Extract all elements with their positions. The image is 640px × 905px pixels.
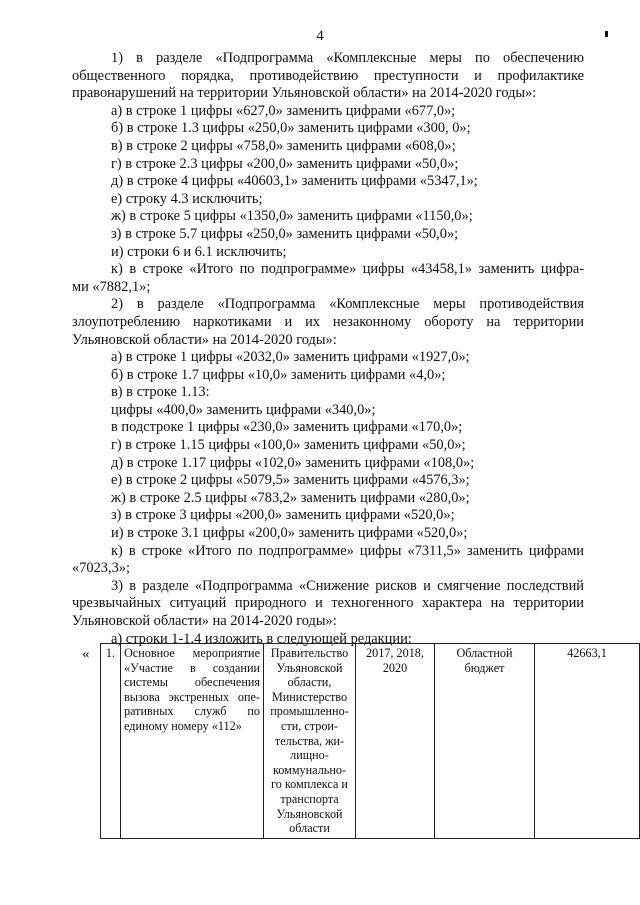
funding-source-cell (435, 644, 535, 839)
cell-line: бюджет (464, 660, 505, 675)
cell-line: Правительство (270, 646, 349, 660)
text-line: з) в строке 5.7 цифры «250,0» заменить цифрами «50,0»; (111, 225, 459, 242)
cell-line: транспорта (280, 791, 339, 806)
cell-line: коммунально- (272, 762, 347, 777)
cell-line: ративных служб по (124, 704, 260, 719)
text-line: «7023,3»; (72, 560, 130, 577)
cell-line: лищно- (290, 748, 329, 763)
cell-line: Ульяновской (276, 660, 343, 675)
page-number: 4 (316, 28, 324, 44)
cell-line: области, (287, 675, 332, 690)
text-line: б) в строке 1.7 цифры «10,0» заменить цифрами «4,0»; (111, 366, 446, 383)
scan-mark (605, 31, 608, 37)
cell-line: системы обеспечения (124, 675, 260, 690)
executor-cell (264, 644, 356, 839)
amendment-table (100, 643, 640, 839)
text-line: д) в строке 4 цифры «40603,1» заменить цифрами «5347,1»; (111, 173, 478, 190)
cell-line: тельства, жи- (274, 733, 345, 748)
cell-line: го комплекса и (271, 777, 348, 792)
text-line: 3) в разделе «Подпрограмма «Снижение рисков и смягчение последствий (111, 577, 584, 594)
cell-line: Ульяновской (276, 806, 343, 821)
cell-line: единому номеру «112» (124, 718, 242, 733)
text-line: общественного порядка, противодействию преступности и профилактике (72, 67, 584, 84)
text-line: цифры «400,0» заменить цифрами «340,0»; (111, 401, 376, 418)
text-line: б) в строке 1.3 цифры «250,0» заменить цифрами «300, 0»; (111, 120, 471, 137)
cell-line: Основное мероприятие (124, 646, 260, 660)
row-number-cell: 1. (101, 644, 121, 839)
text-line: в подстроке 1 цифры «230,0» заменить цифрами «170,0»; (111, 419, 463, 436)
text-line: злоупотреблению наркотиками и их незаконному обороту на территории (72, 313, 584, 330)
text-line: г) в строке 1.15 цифры «100,0» заменить цифрами «50,0»; (111, 437, 466, 454)
text-line: к) в строке «Итого по подпрограмме» цифры «43458,1» заменить цифра- (111, 261, 584, 278)
text-line: е) в строке 2 цифры «5079,5» заменить цифрами «4576,3»; (111, 472, 470, 489)
table-row (101, 644, 640, 839)
cell-line: сти, строи- (280, 718, 338, 733)
text-line: Ульяновской области» на 2014-2020 годы»: (72, 613, 337, 629)
text-line: г) в строке 2.3 цифры «200,0» заменить цифрами «50,0»; (111, 155, 459, 172)
text-line: и) строки 6 и 6.1 исключить; (111, 243, 287, 260)
text-line: в) в строке 1.13: (111, 384, 210, 401)
text-line: з) в строке 3 цифры «200,0» заменить цифрами «520,0»; (111, 507, 455, 524)
measure-cell (121, 644, 264, 839)
text-line: а) строки 1-1.4 изложить в следующей редакции: (111, 630, 412, 647)
cell-line: промышленно- (270, 704, 349, 719)
text-line: а) в строке 1 цифры «627,0» заменить цифрами «677,0»; (111, 102, 456, 119)
text-line: чрезвычайных ситуаций природного и техногенного характера на территории (72, 595, 584, 612)
text-line: к) в строке «Итого по подпрограмме» цифры «7311,5» заменить цифрами (111, 542, 584, 559)
years-cell: 2017, 2018, 2020 (356, 644, 435, 839)
cell-line: вызова экстренных опе- (124, 689, 260, 704)
cell-line: Областной (456, 646, 513, 660)
text-line: д) в строке 1.17 цифры «102,0» заменить цифрами «108,0»; (111, 454, 475, 471)
text-line: ми «7882,1»; (72, 278, 151, 295)
text-line: ж) в строке 5 цифры «1350,0» заменить цифрами «1150,0»; (111, 208, 473, 225)
text-line: ж) в строке 2.5 цифры «783,2» заменить цифрами «280,0»; (111, 489, 470, 506)
text-line: Ульяновской области» на 2014-2020 годы»: (72, 331, 337, 348)
text-line: правонарушений на территории Ульяновской области» на 2014-2020 годы»: (72, 85, 537, 102)
text-line: 2) в разделе «Подпрограмма «Комплексные меры противодействия (111, 296, 584, 313)
cell-line: «Участие в создании (124, 660, 260, 675)
opening-quote-mark: « (82, 646, 90, 662)
text-line: е) строку 4.3 исключить; (111, 190, 263, 207)
cell-line: Министерство (271, 689, 348, 704)
amount-cell: 42663,1 (535, 644, 640, 839)
text-line: 1) в разделе «Подпрограмма «Комплексные меры по обеспечению (111, 50, 584, 66)
text-line: и) в строке 3.1 цифры «200,0» заменить цифрами «520,0»; (111, 525, 468, 542)
text-line: в) в строке 2 цифры «758,0» заменить цифрами «608,0»; (111, 137, 456, 154)
document-body (72, 50, 584, 648)
text-line: а) в строке 1 цифры «2032,0» заменить цифрами «1927,0»; (111, 349, 470, 366)
cell-line: области (289, 821, 330, 836)
